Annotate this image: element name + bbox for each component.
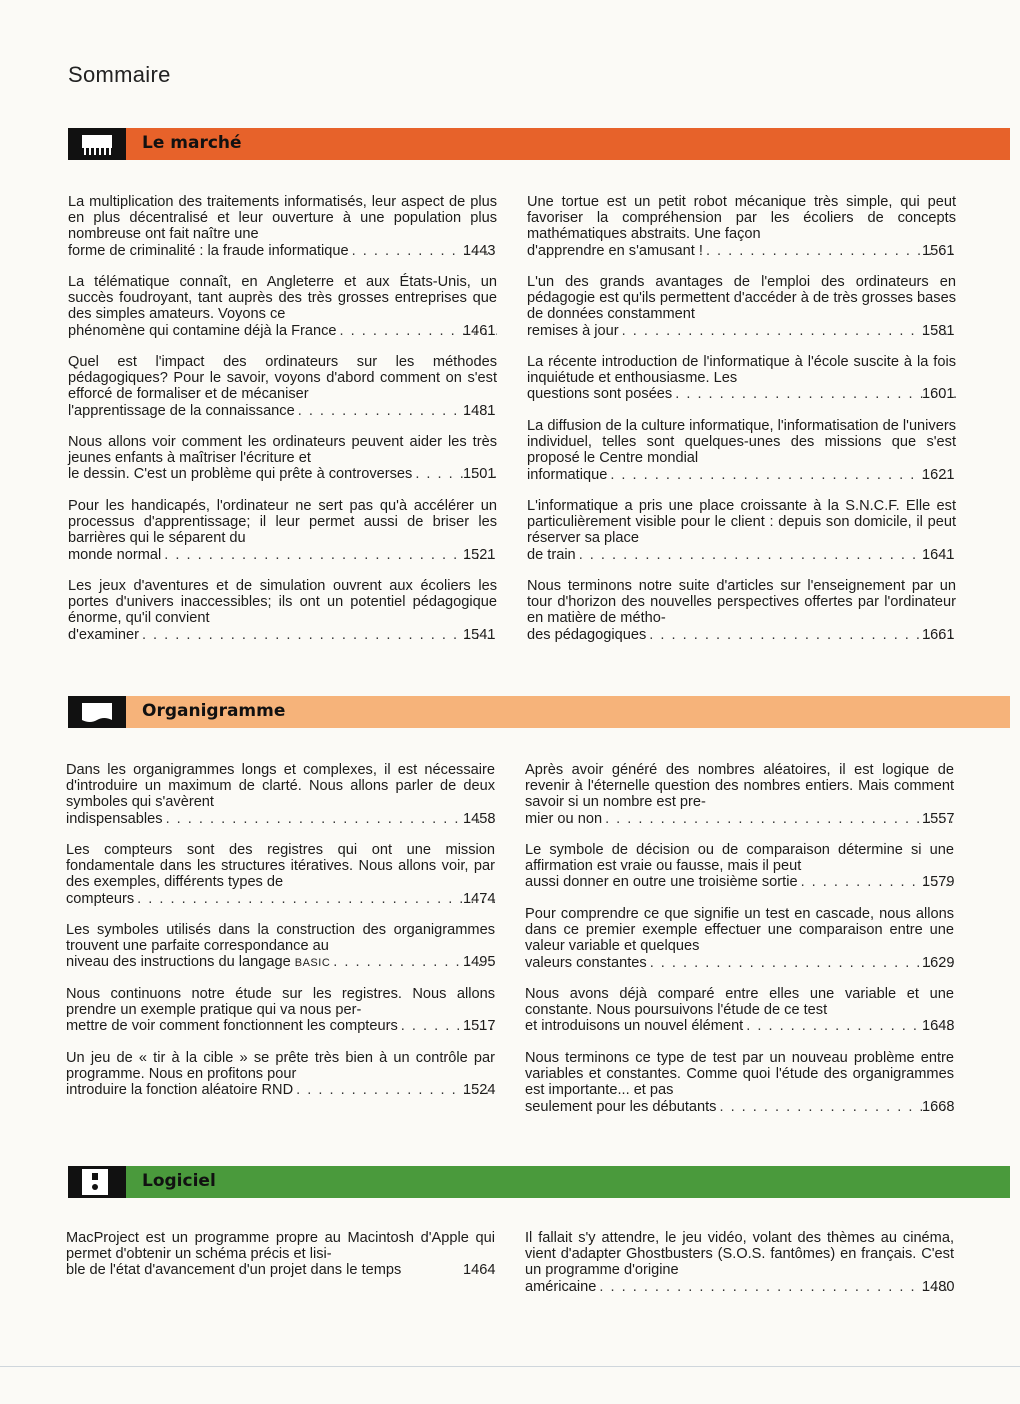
toc-entry-last-text: le dessin. C'est un problème qui prête à controverses [68, 466, 413, 483]
toc-entry-text: La multiplication des traitements informatisés, leur aspect de plus en plus décentralisé et leur ouverture à une population plus nombreuse ont fait naître une [68, 194, 497, 243]
section-title: Le marché [142, 133, 242, 153]
toc-entry [66, 762, 495, 827]
page-number: 1621 [922, 467, 955, 483]
floppy-disk-icon [68, 1166, 126, 1198]
toc-entry-last-text: indispensables [66, 810, 163, 827]
toc-entry [68, 354, 497, 419]
page-number: 1458 [463, 811, 496, 827]
toc-entry-last-text: d'apprendre en s'amusant ! [527, 242, 703, 259]
page-number: 1464 [463, 1262, 496, 1278]
toc-entry-text: Nous terminons ce type de test par un nouveau problème entre variables et constantes. Comme quoi l'étude des organigrammes est importante... et pas [525, 1050, 954, 1099]
toc-entry-last-line [68, 243, 497, 259]
toc-entry [66, 986, 495, 1035]
page-title: Sommaire [68, 62, 171, 87]
toc-entry [527, 578, 956, 643]
toc-entry-last-line [68, 323, 497, 339]
page-number: 1517 [463, 1018, 496, 1034]
toc-entry-last-text: valeurs constantes [525, 954, 647, 971]
page-number: 1601 [922, 386, 955, 402]
toc-entry-last-line [527, 627, 956, 643]
page-number: 1557 [922, 811, 955, 827]
dot-leader [622, 323, 956, 339]
toc-entry-text: La télématique connaît, en Angleterre et aux États-Unis, un succès foudroyant, tant auprès des très grosses entreprises que des simples amateurs. Voyons ce [68, 274, 497, 323]
toc-entry-text: Les compteurs sont des registres qui ont une mission fondamentale dans les structures itératives. Nous allons voir, par des exemples, différents types de [66, 842, 495, 891]
dot-leader [142, 627, 497, 643]
toc-entry-last-text: de train [527, 546, 576, 563]
toc-entry-last-line [525, 955, 954, 971]
dot-leader [137, 891, 495, 907]
toc-entry-text: Pour les handicapés, l'ordinateur ne sert pas qu'à accélérer un processus d'apprentissage; il leur permet aussi de briser les barrières qui le séparent du [68, 498, 497, 547]
toc-entry-last-line [66, 811, 495, 827]
toc-entry [66, 1230, 495, 1279]
toc-entry-text: Les jeux d'aventures et de simulation ouvrent aux écoliers les portes d'univers inaccessibles; ils ont un potentiel pédagogique énorme, qu'il convient [68, 578, 497, 627]
toc-entry-last-text: phénomène qui contamine déjà la France [68, 322, 337, 339]
toc-entry-last-text: compteurs [66, 890, 135, 907]
section-title: Organigramme [142, 701, 286, 721]
dot-leader [706, 243, 956, 259]
toc-entry [525, 1050, 954, 1115]
dot-leader [164, 547, 497, 563]
toc-entry-text: L'un des grands avantages de l'emploi des ordinateurs en pédagogie est qu'ils permettent d'accéder à de très grosses bases de données constamment [527, 274, 956, 323]
toc-entry-last-line [525, 811, 954, 827]
toc-entry [527, 498, 956, 563]
toc-entry-text: La récente introduction de l'informatique à l'école suscite à la fois inquiétude et enthousiasme. Les [527, 354, 956, 387]
dot-leader [675, 386, 956, 402]
toc-entry [527, 354, 956, 403]
toc-entry-last-text: ble de l'état d'avancement d'un projet dans le temps [66, 1262, 402, 1279]
toc-entry-last-line [525, 1018, 954, 1034]
page-number: 1661 [922, 627, 955, 643]
toc-entry [525, 906, 954, 971]
toc-entry-text: Quel est l'impact des ordinateurs sur les méthodes pédagogiques? Pour le savoir, voyons d'abord comment on s'est efforcé de formaliser et de mécaniser [68, 354, 497, 403]
toc-entry-text: La diffusion de la culture informatique, l'informatisation de l'univers individuel, telles sont quelques-unes des missions que s'est proposé le Centre mondial [527, 418, 956, 467]
toc-entry [68, 274, 497, 339]
toc-entry-last-text: informatique [527, 466, 608, 483]
toc-entry-last-line [68, 403, 497, 419]
dot-leader [599, 1279, 954, 1295]
toc-entry-text: Nous avons déjà comparé entre elles une variable et une constante. Nous poursuivons l'étude de ce test [525, 986, 954, 1019]
toc-entry-last-line [66, 1082, 495, 1098]
toc-entry [66, 1050, 495, 1099]
toc-entry-last-text: questions sont posées [527, 386, 673, 403]
toc-entry-last-line [68, 547, 497, 563]
dot-leader [649, 627, 956, 643]
toc-entry [68, 578, 497, 643]
page-number: 1474 [463, 891, 496, 907]
dot-leader [719, 1099, 954, 1115]
dot-leader [650, 955, 954, 971]
toc-entry [525, 1230, 954, 1295]
toc-entry-text: Un jeu de « tir à la cible » se prête très bien à un contrôle par programme. Nous en profitons pour [66, 1050, 495, 1083]
toc-entry-last-text: mier ou non [525, 810, 603, 827]
toc-entry [527, 418, 956, 483]
toc-entry [66, 842, 495, 907]
toc-entry [525, 842, 954, 891]
toc-entry-last-text: mettre de voir comment fonctionnent les compteurs [66, 1018, 398, 1035]
section-bar-organigramme [68, 696, 1010, 728]
page-number: 1501 [463, 466, 496, 482]
toc-entry-last-line [525, 874, 954, 890]
dot-leader [605, 811, 954, 827]
toc-entry-text: Nous allons voir comment les ordinateurs peuvent aider les très jeunes enfants à maîtriser l'écriture et [68, 434, 497, 467]
toc-entry-text: Le symbole de décision ou de comparaison détermine si une affirmation est vraie ou fausse, mais il peut [525, 842, 954, 875]
toc-entry-last-line [68, 466, 497, 482]
toc-entry [527, 274, 956, 339]
page-number: 1579 [922, 874, 955, 890]
page-number: 1541 [463, 627, 496, 643]
toc-entry-last-line [527, 386, 956, 402]
dot-leader [610, 467, 956, 483]
toc-entry-text: Il fallait s'y attendre, le jeu vidéo, volant des thèmes au cinéma, vient d'adapter Ghostbusters (S.O.S. fantômes) en français. C'est un programme d'origine [525, 1230, 954, 1279]
section-title: Logiciel [142, 1171, 216, 1191]
page-number: 1629 [922, 955, 955, 971]
page-number: 1581 [922, 323, 955, 339]
section-bar-le-marche [68, 128, 1010, 160]
page-number: 1668 [922, 1099, 955, 1115]
page-number: 1461 [463, 323, 496, 339]
toc-entry-last-line [66, 1018, 495, 1034]
toc-entry-text: Après avoir généré des nombres aléatoires, il est logique de revenir à l'éternelle question des nombres entiers. Mais comment savoir si un nombre est pre- [525, 762, 954, 811]
toc-entry [68, 434, 497, 483]
dot-leader [579, 547, 956, 563]
page-number: 1524 [463, 1082, 496, 1098]
toc-entry [68, 194, 497, 259]
toc-entry-last-line [66, 891, 495, 907]
chip-icon [68, 128, 126, 160]
toc-entry-text: Dans les organigrammes longs et complexes, il est nécessaire d'introduire un maximum de clarté. Nous allons parler de deux symboles qui s'avèrent [66, 762, 495, 811]
toc-entry-text: Les symboles utilisés dans la construction des organigrammes trouvent une parfaite correspondance au [66, 922, 495, 955]
toc-entry [68, 498, 497, 563]
toc-entry-last-text: des pédagogiques [527, 626, 647, 643]
toc-entry-text: Pour comprendre ce que signifie un test en cascade, nous allons dans ce premier exemple effectuer une comparaison entre une valeur variable et quelques [525, 906, 954, 955]
toc-entry-last-line [527, 323, 956, 339]
toc-entry-last-text: l'apprentissage de la connaissance [68, 402, 295, 419]
toc-entry-last-line [525, 1099, 954, 1115]
page-number: 1495 [463, 954, 496, 970]
toc-entry-last-text: aussi donner en outre une troisième sortie [525, 874, 798, 891]
toc-entry-last-text: seulement pour les débutants [525, 1098, 717, 1115]
toc-entry-last-text: d'examiner [68, 626, 139, 643]
toc-entry [66, 922, 495, 972]
toc-entry-text: MacProject est un programme propre au Macintosh d'Apple qui permet d'obtenir un schéma précis et lisi- [66, 1230, 495, 1263]
toc-entry-text: L'informatique a pris une place croissante à la S.N.C.F. Elle est particulièrement visible pour le client : depuis son domicile, il peut réserver sa place [527, 498, 956, 547]
toc-entry [525, 986, 954, 1035]
page-number: 1561 [922, 243, 955, 259]
toc-entry-text: Une tortue est un petit robot mécanique très simple, qui peut favoriser la compréhension par les écoliers de concepts mathématiques abstraits. Une façon [527, 194, 956, 243]
toc-entry-last-text: et introduisons un nouvel élément [525, 1018, 744, 1035]
toc-entry-last-line [525, 1279, 954, 1295]
toc-entry-last-text: remises à jour [527, 322, 619, 339]
section-bar-logiciel [68, 1166, 1010, 1198]
page-number: 1480 [922, 1279, 955, 1295]
toc-entry-last-text: introduire la fonction aléatoire RND [66, 1082, 294, 1099]
toc-entry-last-text: américaine [525, 1278, 597, 1295]
toc-entry-text: Nous terminons notre suite d'articles sur l'enseignement par un tour d'horizon des nouvelles perspectives offertes par l'ordinateur en matière de métho- [527, 578, 956, 627]
toc-entry [527, 194, 956, 259]
toc-entry-last-line [66, 954, 495, 971]
page-number: 1521 [463, 547, 496, 563]
toc-entry [525, 762, 954, 827]
toc-entry-last-text: monde normal [68, 546, 162, 563]
page-number: 1648 [922, 1018, 955, 1034]
page-number: 1641 [922, 547, 955, 563]
footer-rule [0, 1366, 1020, 1367]
toc-entry-last-line [527, 243, 956, 259]
toc-entry-smallcaps: BASIC [294, 957, 331, 970]
page-number: 1481 [463, 403, 496, 419]
document-shape-icon [68, 696, 126, 728]
toc-entry-last-text: niveau des instructions du langage [66, 954, 291, 971]
toc-entry-last-line [527, 547, 956, 563]
toc-entry-last-line [66, 1262, 495, 1278]
toc-entry-last-line [527, 467, 956, 483]
toc-entry-last-line [68, 627, 497, 643]
dot-leader [166, 811, 495, 827]
page-number: 1443 [463, 243, 496, 259]
toc-entry-last-text: forme de criminalité : la fraude informatique [68, 242, 349, 259]
toc-entry-text: Nous continuons notre étude sur les registres. Nous allons prendre un exemple pratique qui va nous per- [66, 986, 495, 1019]
